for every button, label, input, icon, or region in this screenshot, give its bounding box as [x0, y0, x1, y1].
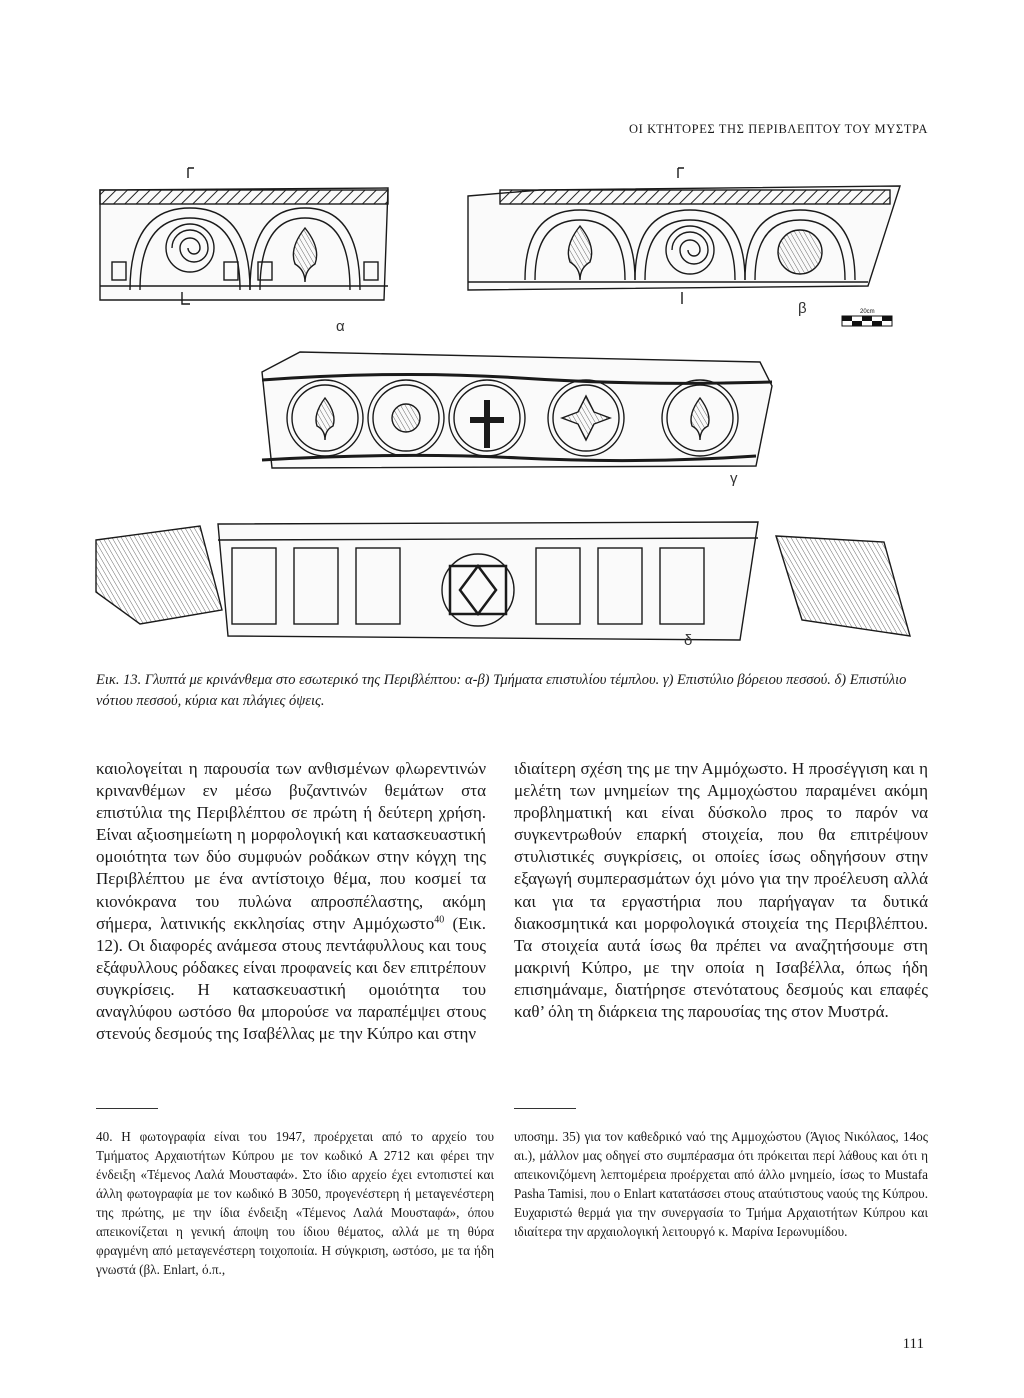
- panel-label-d: δ: [684, 632, 693, 649]
- body-text-left: καιολογείται η παρουσία των ανθισμένων φλωρεντινών κρινανθέμων εν μέσω βυζαντινών θεμάτων στα επιστύλια της Περιβλέπτου σε πρώτη ή δεύτερη χρήση. Είναι αξιοσημείωτη η μορφολογική και κατασκευαστική ομοιότητα των δύο συμφυών ροδάκων στην κόγχη της Περιβλέπτου με ένα αντίστοιχο θέμα, που κοσμεί τα κιονόκρανα του πυλώνα απροσπέλαστης, ακόμη σήμερα, λατινικής εκκλησίας στην Αμμόχωστο: [96, 759, 486, 933]
- footnote-rule-left: [96, 1108, 158, 1109]
- figure-caption: Εικ. 13. Γλυπτά με κρινάνθεμα στο εσωτερικό της Περιβλέπτου: α-β) Τμήματα επιστυλίου τέμπλου. γ) Επιστύλιο βόρειου πεσσού. δ) Επιστύλιο νότιου πεσσού, κύρια και πλάγιες όψεις.: [96, 672, 907, 709]
- epistyle-fragment-b: [468, 168, 900, 304]
- footnote-ref-40[interactable]: 40: [434, 914, 445, 925]
- body-column-left: [96, 758, 486, 1045]
- epistyle-fragment-a: [100, 168, 388, 304]
- body-column-right: [514, 758, 928, 1023]
- footnote-40: 40. Η φωτογραφία είναι του 1947, προέρχεται από το αρχείο του Τμήματος Αρχαιοτήτων Κύπρου με τον κωδικό Α 2712 και φέρει την ένδειξη «Τέμενος Λαλά Μουσταφά». Στο ίδιο αρχείο έχει εντοπιστεί και άλλη φωτογραφία με τον κωδικό Β 3050, προγενέστερη ή μεταγενέστερη της πρώτης, με την ίδια ένδειξη «Τέμενος Λαλά Μουσταφά», όπου απεικονίζεται η γενική άποψη του ίδιου θέματος, αλλά με τη θύρα φραγμένη από μεταγενέστερη τοιχοποιία. Η σύγκριση, ωστόσο, με τα ήδη γνωστά (βλ. Enlart, ό.π.,: [96, 1129, 494, 1277]
- footnote-rule-right: [514, 1108, 576, 1109]
- page-number: 111: [902, 1336, 924, 1352]
- scale-bar-label: 20cm: [860, 309, 875, 315]
- epistyle-south-pier: [96, 522, 910, 640]
- sculpture-figure: [0, 0, 1024, 660]
- panel-label-g: γ: [730, 470, 738, 487]
- running-head: ΟΙ ΚΤΗΤΟΡΕΣ ΤΗΣ ΠΕΡΙΒΛΕΠΤΟΥ ΤΟΥ ΜΥΣΤΡΑ: [628, 122, 928, 136]
- scale-bar: [842, 309, 892, 326]
- footnote-left: [96, 1127, 494, 1279]
- epistyle-north-pier: [262, 352, 772, 468]
- panel-label-a: α: [336, 318, 345, 335]
- panel-label-b: β: [798, 300, 807, 317]
- body-text-left-cont: (Εικ. 12). Οι διαφορές ανάμεσα στους πεντάφυλλους και τους εξάφυλλους ρόδακες είναι προφανείς και δεν επιτρέπουν συγκρίσεις. Η κατασκευαστική ομοιότητα του αναγλύφου ωστόσο θα μπορούσε να παραπέμψει στους στενούς δεσμούς της Ισαβέλλας με την Κύπρο και στην: [96, 913, 486, 1044]
- body-text-right: ιδιαίτερη σχέση της με την Αμμόχωστο. Η προσέγγιση και η μελέτη των μνημείων της Αμμοχώστου παραμένει ακόμη προβληματική και είναι δύσκολο προς το παρόν να συγκεντρωθούν επαρκή στοιχεία, που θα επιτρέψουν στυλιστικές συγκρίσεις, οι οποίες ίσως οδηγήσουν στην εξαγωγή συμπερασμάτων όχι μόνο για την προέλευση αλλά και για τα εργαστήρια που παρήγαγαν τα δυτικά διακοσμητικά και μορφολογικά στοιχεία της Περιβλέπτου. Τα στοιχεία αυτά ίσως θα πρέπει να αναζητήσουμε στη μακρινή Κύπρο, με την οποία η Ισαβέλλα, όπως ήδη επισημάναμε, διατήρησε στενότατους δεσμούς και επαφές καθ’ όλη τη διάρκεια της παρουσίας της στον Μυστρά.: [514, 759, 928, 1022]
- footnote-right: [514, 1127, 928, 1241]
- footnote-40-cont: υποσημ. 35) για τον καθεδρικό ναό της Αμμοχώστου (Άγιος Νικόλαος, 14ος αι.), μάλλον μας οδηγεί στο συμπέρασμα ότι πρόκειται περί λάθους και ότι η απεικονιζόμενη λεπτομέρεια προέρχεται από άλλο μνημείο, ίσως το Mustafa Pasha Tamisi, που ο Enlart κατατάσσει στους αταύτιστους ναούς της Κύπρου. Ευχαριστώ θερμά για την συνεργασία το Τμήμα Αρχαιοτήτων Κύπρου και ιδιαίτερα την αρχαιολογική λειτουργό κ. Μαρίνα Ιερωνυμίδου.: [514, 1129, 928, 1239]
